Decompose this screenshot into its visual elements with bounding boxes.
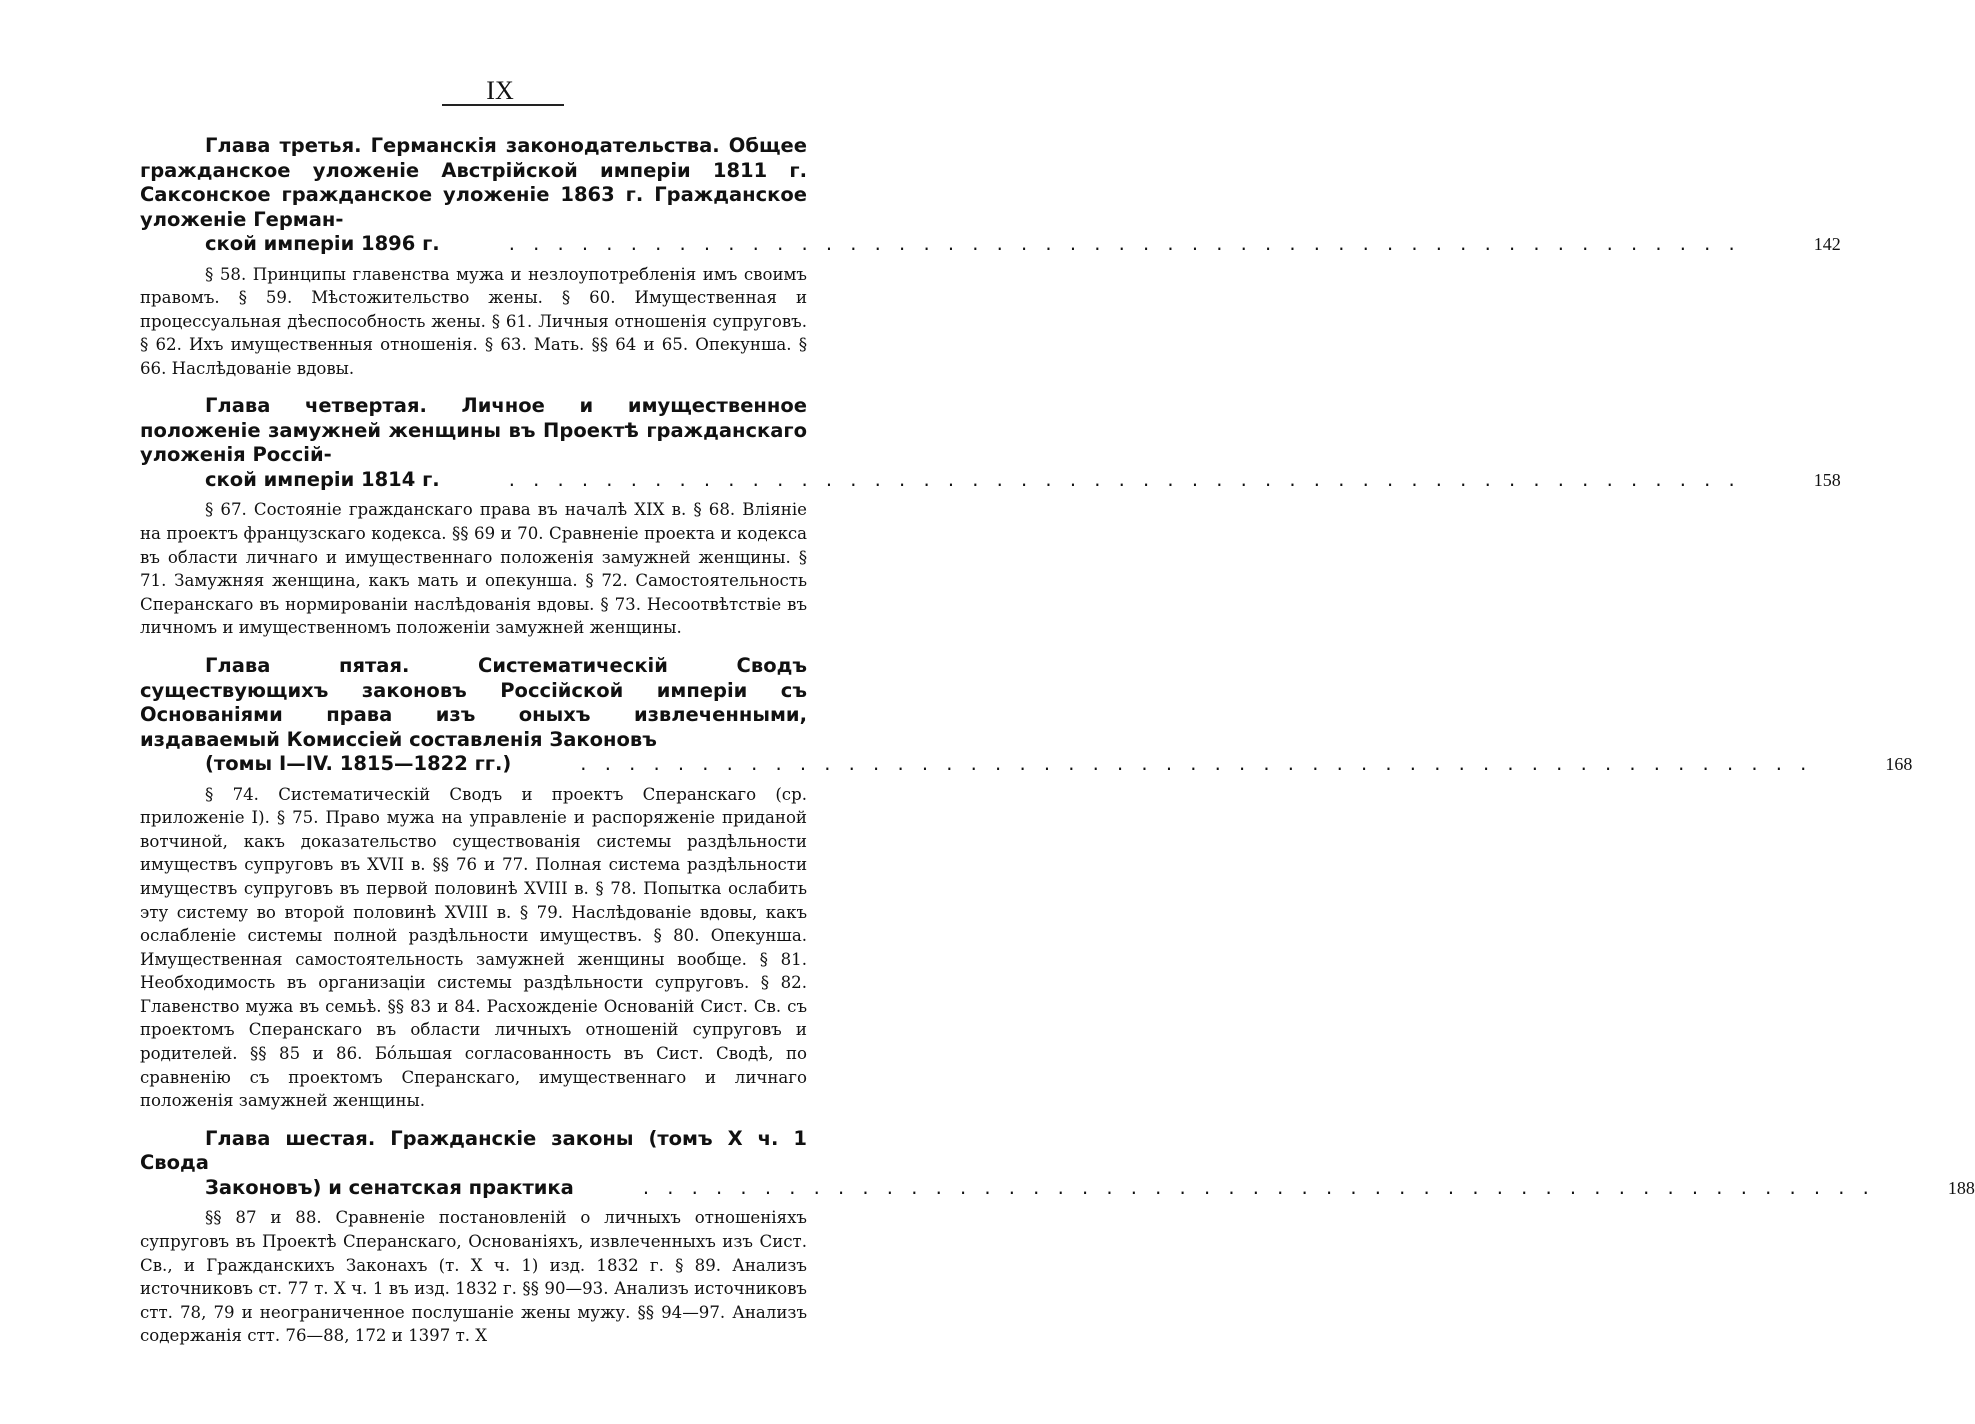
chapter-heading (140, 654, 1913, 777)
chapter-title-lead: Глава шестая. Гражданскіе законы (томъ X ч. 1 Свода (140, 1126, 807, 1175)
chapter-title-lead: Глава третья. Германскія законодательства. Общее гражданское уложеніе Австрійской имперіи 1811 г. Саксонское гражданское уложеніе 1863 г. Гражданское уложеніе Герман- (140, 134, 807, 231)
chapter-page-number: 158 (1813, 469, 1841, 490)
chapter-summary: § 67. Состояніе гражданскаго права въ началѣ XIX в. § 68. Вліяніе на проектъ французскаго кодекса. §§ 69 и 70. Сравненіе проекта и кодекса въ области личнаго и имущественнаго положенія замужней женщины. § 71. Замужняя женщина, какъ мать и опекунша. § 72. Самостоятельность Сперанскаго въ нормированіи наслѣдованія вдовы. § 73. Несоотвѣтствіе въ личномъ и имущественномъ положеніи замужней женщины. (140, 500, 807, 638)
chapter-heading (140, 1126, 1975, 1201)
chapter-heading (140, 394, 1841, 492)
page-number: IX (486, 76, 514, 105)
chapter-title-last-line (140, 1175, 1975, 1201)
chapter-heading (140, 134, 1841, 257)
toc-entry-chapter-6 (140, 1126, 1975, 1348)
chapter-title-last-line (140, 467, 1841, 493)
dot-leader: . . . . . . . . . . . . . . . . . . . . . . . . . . . . . . . . . . . . . . . . . . . . . . . . . . . (580, 752, 1813, 776)
chapter-title-last-line (140, 752, 1913, 777)
header-rule (442, 104, 564, 106)
chapter-title-lead: Глава пятая. Систематическій Сводъ существующихъ законовъ Россійской имперіи съ Основаніями права изъ оныхъ извлеченными, издаваемый Комиссіей составленія Законовъ (140, 654, 807, 751)
chapter-summary: § 74. Систематическій Сводъ и проектъ Сперанскаго (ср. приложеніе I). § 75. Право мужа на управленіе и распоряженіе приданой вотчиной, какъ доказательство существованія системы раздѣльности имуществъ супруговъ въ XVII в. §§ 76 и 77. Полная система раздѣльности имуществъ супруговъ въ первой половинѣ XVIII в. § 78. Попытка ослабить эту систему во второй половинѣ XVIII в. § 79. Наслѣдованіе вдовы, какъ ослабленіе системы полной раздѣльности имуществъ. § 80. Опекунша. Имущественная самостоятельность замужней женщины вообще. § 81. Необходимость въ организаціи системы раздѣльности супруговъ. § 82. Главенство мужа въ семьѣ. §§ 83 и 84. Расхожденіе Основаній Сист. Св. съ проектомъ Сперанскаго въ области личныхъ отношеній супруговъ и родителей. §§ 85 и 86. Бóльшая согласованность въ Сист. Сводѣ, по сравненію съ проектомъ Сперанскаго, имущественнаго и личнаго положенія замужней женщины. (140, 784, 807, 1111)
dot-leader: . . . . . . . . . . . . . . . . . . . . . . . . . . . . . . . . . . . . . . . . . . . . . . . . . . . (508, 232, 1741, 255)
chapter-title-last-line (140, 232, 1841, 257)
chapter-title-lead: Глава четвертая. Личное и имущественное положеніе замужней женщины въ Проектѣ гражданскаго уложенія Россій- (140, 394, 807, 467)
table-of-contents (140, 134, 1975, 1354)
dot-leader: . . . . . . . . . . . . . . . . . . . . . . . . . . . . . . . . . . . . . . . . . . . . . . . . . . . (508, 467, 1741, 491)
toc-entry-chapter-3 (140, 134, 1841, 380)
chapter-summary: §§ 87 и 88. Сравненіе постановленій о личныхъ отношеніяхъ супруговъ въ Проектѣ Сперанскаго, Основаніяхъ, извлеченныхъ изъ Сист. Св., и Гражданскихъ Законахъ (т. X ч. 1) изд. 1832 г. § 89. Анализъ источниковъ ст. 77 т. X ч. 1 въ изд. 1832 г. §§ 90—93. Анализъ источниковъ стт. 78, 79 и неограниченное послушаніе жены мужу. §§ 94—97. Анализъ содержанія стт. 76—88, 172 и 1397 т. X (140, 1208, 807, 1346)
chapter-page-number: 168 (1885, 754, 1913, 775)
chapter-title-tail: ской имперіи 1814 г. (205, 467, 440, 491)
chapter-title-tail: Законовъ) и сенатская практика (205, 1175, 574, 1199)
chapter-page-number: 188 (1947, 1177, 1975, 1198)
chapter-title-tail: ской имперіи 1896 г. (205, 232, 440, 255)
toc-entry-chapter-5 (140, 654, 1913, 1113)
dot-leader: . . . . . . . . . . . . . . . . . . . . . . . . . . . . . . . . . . . . . . . . . . . . . . . . . . . (642, 1175, 1875, 1199)
chapter-page-number: 142 (1813, 234, 1841, 254)
chapter-summary: § 58. Принципы главенства мужа и незлоупотребленія имъ своимъ правомъ. § 59. Мѣстожительство жены. § 60. Имущественная и процессуальная дѣеспособность жены. § 61. Личныя отношенія супруговъ. § 62. Ихъ имущественныя отношенія. § 63. Мать. §§ 64 и 65. Опекунша. § 66. Наслѣдованіе вдовы. (140, 264, 807, 378)
chapter-title-tail: (томы I—IV. 1815—1822 гг.) (205, 752, 512, 776)
toc-entry-chapter-4 (140, 394, 1841, 640)
